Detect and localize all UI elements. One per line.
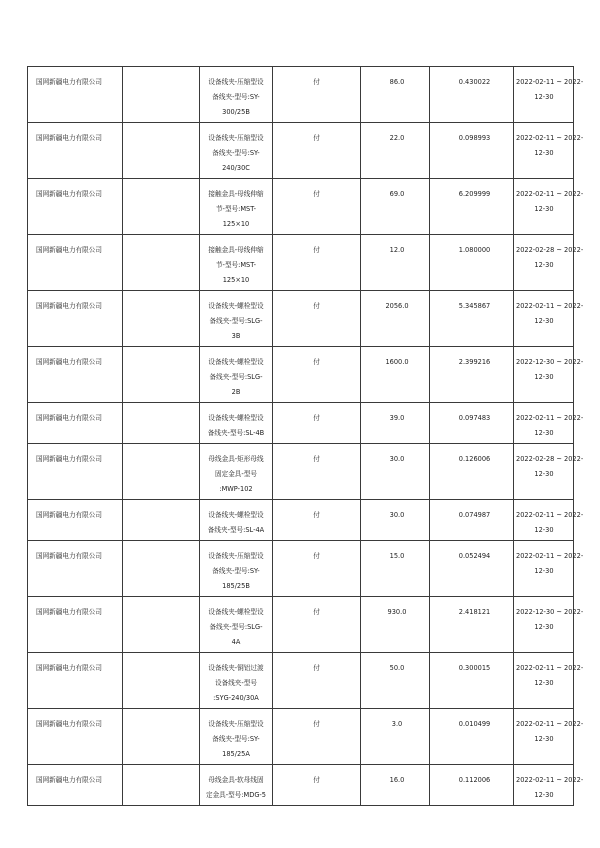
contract-table: [27, 66, 584, 806]
quantity-cell: [361, 653, 430, 709]
description-line: 备线夹-型号:SY-: [212, 93, 260, 101]
period-cell: [514, 500, 584, 541]
description-line: 备线夹-型号:SLG-: [209, 623, 263, 631]
description-cell: [200, 541, 273, 597]
unit-cell: [273, 444, 361, 500]
unit-cell: [273, 179, 361, 235]
amount-cell: [430, 347, 514, 403]
table-row: [28, 403, 574, 444]
company-cell: [28, 123, 123, 179]
company-name: 国网新疆电力有限公司: [36, 246, 102, 254]
company-cell: [28, 347, 123, 403]
description-line: :MWP-102: [219, 485, 253, 493]
table-row: [28, 291, 574, 347]
company-cell: [28, 500, 123, 541]
company-cell: [28, 444, 123, 500]
description-line: 125×10: [222, 220, 250, 228]
quantity-value: 12.0: [389, 246, 405, 254]
company-cell: [28, 597, 123, 653]
company-cell: [28, 709, 123, 765]
unit-value: 付: [313, 190, 320, 198]
period-line: 12-30: [534, 526, 554, 534]
unit-value: 付: [313, 134, 320, 142]
quantity-value: 1600.0: [385, 358, 409, 366]
amount-cell: [430, 235, 514, 291]
quantity-cell: [361, 179, 430, 235]
company-name: 国网新疆电力有限公司: [36, 776, 102, 784]
amount-value: 2.399216: [458, 358, 491, 366]
amount-value: 0.126006: [458, 455, 491, 463]
company-cell: [28, 179, 123, 235]
description-cell: [200, 179, 273, 235]
period-cell: [514, 291, 584, 347]
amount-cell: [430, 765, 514, 806]
blank-cell: [123, 235, 200, 291]
amount-cell: [430, 597, 514, 653]
period-line: 2022-02-11 ~ 2022-: [516, 552, 584, 560]
unit-value: 付: [313, 552, 320, 560]
period-cell: [514, 347, 584, 403]
amount-cell: [430, 709, 514, 765]
table-row: [28, 235, 574, 291]
company-cell: [28, 67, 123, 123]
blank-cell: [123, 444, 200, 500]
amount-cell: [430, 291, 514, 347]
period-line: 2022-02-11 ~ 2022-: [516, 776, 584, 784]
table-row: [28, 347, 574, 403]
quantity-value: 930.0: [387, 608, 407, 616]
quantity-value: 30.0: [389, 511, 405, 519]
unit-cell: [273, 403, 361, 444]
period-line: 2022-02-11 ~ 2022-: [516, 78, 584, 86]
amount-value: 0.052494: [458, 552, 491, 560]
description-line: 备线夹-型号:SL-4B: [207, 429, 265, 437]
description-line: 定金具-型号:MDG-5: [205, 791, 267, 799]
description-line: 185/25B: [222, 582, 250, 590]
amount-value: 0.097483: [458, 414, 491, 422]
description-line: 240/30C: [222, 164, 250, 172]
description-line: 接触金具-母线伸缩: [208, 190, 264, 198]
period-line: 12-30: [534, 429, 554, 437]
description-line: 母线金具-软母线固: [208, 776, 264, 784]
description-line: 设备线夹-螺栓型设: [208, 511, 264, 519]
description-line: 4A: [231, 638, 241, 646]
table-row: [28, 765, 574, 806]
amount-value: 0.010499: [458, 720, 491, 728]
company-cell: [28, 403, 123, 444]
description-line: 设备线夹-压缩型设: [208, 720, 264, 728]
description-cell: [200, 235, 273, 291]
amount-cell: [430, 653, 514, 709]
description-cell: [200, 444, 273, 500]
quantity-cell: [361, 347, 430, 403]
description-line: 固定金具-型号: [215, 470, 257, 478]
unit-cell: [273, 653, 361, 709]
quantity-value: 86.0: [389, 78, 405, 86]
description-line: 185/25A: [222, 750, 250, 758]
period-line: 2022-02-11 ~ 2022-: [516, 302, 584, 310]
unit-value: 付: [313, 776, 320, 784]
unit-cell: [273, 347, 361, 403]
period-line: 2022-02-11 ~ 2022-: [516, 511, 584, 519]
amount-value: 0.074987: [458, 511, 491, 519]
unit-cell: [273, 67, 361, 123]
unit-value: 付: [313, 720, 320, 728]
period-line: 2022-02-11 ~ 2022-: [516, 190, 584, 198]
quantity-cell: [361, 541, 430, 597]
description-line: 备线夹-型号:SY-: [212, 567, 260, 575]
description-cell: [200, 403, 273, 444]
period-line: 12-30: [534, 679, 554, 687]
period-line: 2022-02-11 ~ 2022-: [516, 414, 584, 422]
period-cell: [514, 597, 584, 653]
quantity-value: 30.0: [389, 455, 405, 463]
period-line: 12-30: [534, 470, 554, 478]
period-line: 2022-12-30 ~ 2022-: [516, 358, 584, 366]
description-line: 备线夹-型号:SL-4A: [207, 526, 265, 534]
amount-value: 0.098993: [458, 134, 491, 142]
description-line: 设备线夹-铜铝过渡: [208, 664, 264, 672]
company-name: 国网新疆电力有限公司: [36, 78, 102, 86]
blank-cell: [123, 403, 200, 444]
description-line: 节-型号:MST-: [215, 261, 257, 269]
description-line: 接触金具-母线伸缩: [208, 246, 264, 254]
quantity-value: 50.0: [389, 664, 405, 672]
description-cell: [200, 765, 273, 806]
description-line: 节-型号:MST-: [215, 205, 257, 213]
description-line: 备线夹-型号:SLG-: [209, 373, 263, 381]
unit-value: 付: [313, 455, 320, 463]
quantity-cell: [361, 444, 430, 500]
description-line: 设备线夹-型号: [215, 679, 257, 687]
blank-cell: [123, 123, 200, 179]
quantity-value: 16.0: [389, 776, 405, 784]
unit-value: 付: [313, 511, 320, 519]
period-line: 12-30: [534, 205, 554, 213]
table-row: [28, 709, 574, 765]
description-line: 设备线夹-压缩型设: [208, 78, 264, 86]
unit-cell: [273, 123, 361, 179]
period-line: 2022-02-11 ~ 2022-: [516, 134, 584, 142]
company-name: 国网新疆电力有限公司: [36, 414, 102, 422]
period-cell: [514, 403, 584, 444]
company-cell: [28, 235, 123, 291]
period-line: 2022-02-11 ~ 2022-: [516, 664, 584, 672]
blank-cell: [123, 500, 200, 541]
company-name: 国网新疆电力有限公司: [36, 302, 102, 310]
table-row: [28, 597, 574, 653]
company-cell: [28, 291, 123, 347]
table-row: [28, 179, 574, 235]
blank-cell: [123, 67, 200, 123]
quantity-value: 15.0: [389, 552, 405, 560]
amount-cell: [430, 403, 514, 444]
amount-value: 2.418121: [458, 608, 491, 616]
description-line: 2B: [231, 388, 241, 396]
quantity-value: 69.0: [389, 190, 405, 198]
description-line: 设备线夹-螺栓型设: [208, 358, 264, 366]
period-line: 12-30: [534, 373, 554, 381]
period-line: 12-30: [534, 261, 554, 269]
period-cell: [514, 235, 584, 291]
period-line: 12-30: [534, 791, 554, 799]
description-cell: [200, 709, 273, 765]
amount-cell: [430, 67, 514, 123]
table-row: [28, 541, 574, 597]
company-name: 国网新疆电力有限公司: [36, 455, 102, 463]
description-line: 备线夹-型号:SY-: [212, 735, 260, 743]
period-cell: [514, 67, 584, 123]
period-line: 12-30: [534, 93, 554, 101]
period-cell: [514, 444, 584, 500]
quantity-cell: [361, 709, 430, 765]
company-name: 国网新疆电力有限公司: [36, 664, 102, 672]
company-name: 国网新疆电力有限公司: [36, 358, 102, 366]
period-line: 2022-02-11 ~ 2022-: [516, 720, 584, 728]
company-name: 国网新疆电力有限公司: [36, 511, 102, 519]
description-line: 设备线夹-螺栓型设: [208, 302, 264, 310]
description-line: 备线夹-型号:SY-: [212, 149, 260, 157]
company-name: 国网新疆电力有限公司: [36, 552, 102, 560]
amount-value: 0.430022: [458, 78, 491, 86]
unit-value: 付: [313, 664, 320, 672]
description-line: 备线夹-型号:SLG-: [209, 317, 263, 325]
quantity-cell: [361, 500, 430, 541]
description-line: 母线金具-矩形母线: [208, 455, 264, 463]
description-line: 设备线夹-螺栓型设: [208, 414, 264, 422]
company-cell: [28, 765, 123, 806]
unit-cell: [273, 597, 361, 653]
amount-value: 0.300015: [458, 664, 491, 672]
company-name: 国网新疆电力有限公司: [36, 608, 102, 616]
description-line: :SYG-240/30A: [213, 694, 259, 702]
quantity-value: 2056.0: [385, 302, 409, 310]
unit-value: 付: [313, 358, 320, 366]
quantity-cell: [361, 403, 430, 444]
blank-cell: [123, 709, 200, 765]
quantity-cell: [361, 597, 430, 653]
period-line: 2022-02-28 ~ 2022-: [516, 246, 584, 254]
table-row: [28, 653, 574, 709]
description-line: 300/25B: [222, 108, 250, 116]
period-cell: [514, 541, 584, 597]
unit-cell: [273, 765, 361, 806]
blank-cell: [123, 541, 200, 597]
description-line: 设备线夹-压缩型设: [208, 134, 264, 142]
amount-value: 0.112006: [458, 776, 491, 784]
table-row: [28, 123, 574, 179]
unit-cell: [273, 709, 361, 765]
unit-value: 付: [313, 608, 320, 616]
period-line: 2022-12-30 ~ 2022-: [516, 608, 584, 616]
blank-cell: [123, 765, 200, 806]
description-cell: [200, 123, 273, 179]
amount-cell: [430, 541, 514, 597]
quantity-cell: [361, 123, 430, 179]
unit-cell: [273, 235, 361, 291]
period-cell: [514, 123, 584, 179]
quantity-value: 22.0: [389, 134, 405, 142]
amount-cell: [430, 444, 514, 500]
company-cell: [28, 653, 123, 709]
description-cell: [200, 500, 273, 541]
quantity-value: 39.0: [389, 414, 405, 422]
description-line: 设备线夹-螺栓型设: [208, 608, 264, 616]
period-cell: [514, 179, 584, 235]
table-row: [28, 67, 574, 123]
company-name: 国网新疆电力有限公司: [36, 134, 102, 142]
quantity-cell: [361, 291, 430, 347]
period-line: 12-30: [534, 149, 554, 157]
description-line: 设备线夹-压缩型设: [208, 552, 264, 560]
description-cell: [200, 597, 273, 653]
quantity-cell: [361, 67, 430, 123]
amount-value: 1.080000: [458, 246, 491, 254]
quantity-cell: [361, 765, 430, 806]
blank-cell: [123, 291, 200, 347]
company-name: 国网新疆电力有限公司: [36, 190, 102, 198]
period-cell: [514, 709, 584, 765]
blank-cell: [123, 179, 200, 235]
unit-cell: [273, 291, 361, 347]
unit-value: 付: [313, 302, 320, 310]
description-cell: [200, 347, 273, 403]
blank-cell: [123, 597, 200, 653]
amount-cell: [430, 123, 514, 179]
unit-value: 付: [313, 246, 320, 254]
amount-cell: [430, 500, 514, 541]
description-line: 125×10: [222, 276, 250, 284]
table-row: [28, 444, 574, 500]
description-cell: [200, 291, 273, 347]
period-line: 12-30: [534, 317, 554, 325]
company-cell: [28, 541, 123, 597]
blank-cell: [123, 653, 200, 709]
period-line: 12-30: [534, 567, 554, 575]
unit-value: 付: [313, 78, 320, 86]
table-row: [28, 500, 574, 541]
description-line: 3B: [231, 332, 241, 340]
blank-cell: [123, 347, 200, 403]
company-name: 国网新疆电力有限公司: [36, 720, 102, 728]
amount-value: 5.345867: [458, 302, 491, 310]
period-cell: [514, 653, 584, 709]
description-cell: [200, 653, 273, 709]
period-line: 12-30: [534, 623, 554, 631]
unit-cell: [273, 500, 361, 541]
unit-value: 付: [313, 414, 320, 422]
unit-cell: [273, 541, 361, 597]
amount-value: 6.209999: [458, 190, 491, 198]
description-cell: [200, 67, 273, 123]
period-line: 12-30: [534, 735, 554, 743]
amount-cell: [430, 179, 514, 235]
quantity-cell: [361, 235, 430, 291]
quantity-value: 3.0: [391, 720, 403, 728]
period-line: 2022-02-28 ~ 2022-: [516, 455, 584, 463]
period-cell: [514, 765, 584, 806]
